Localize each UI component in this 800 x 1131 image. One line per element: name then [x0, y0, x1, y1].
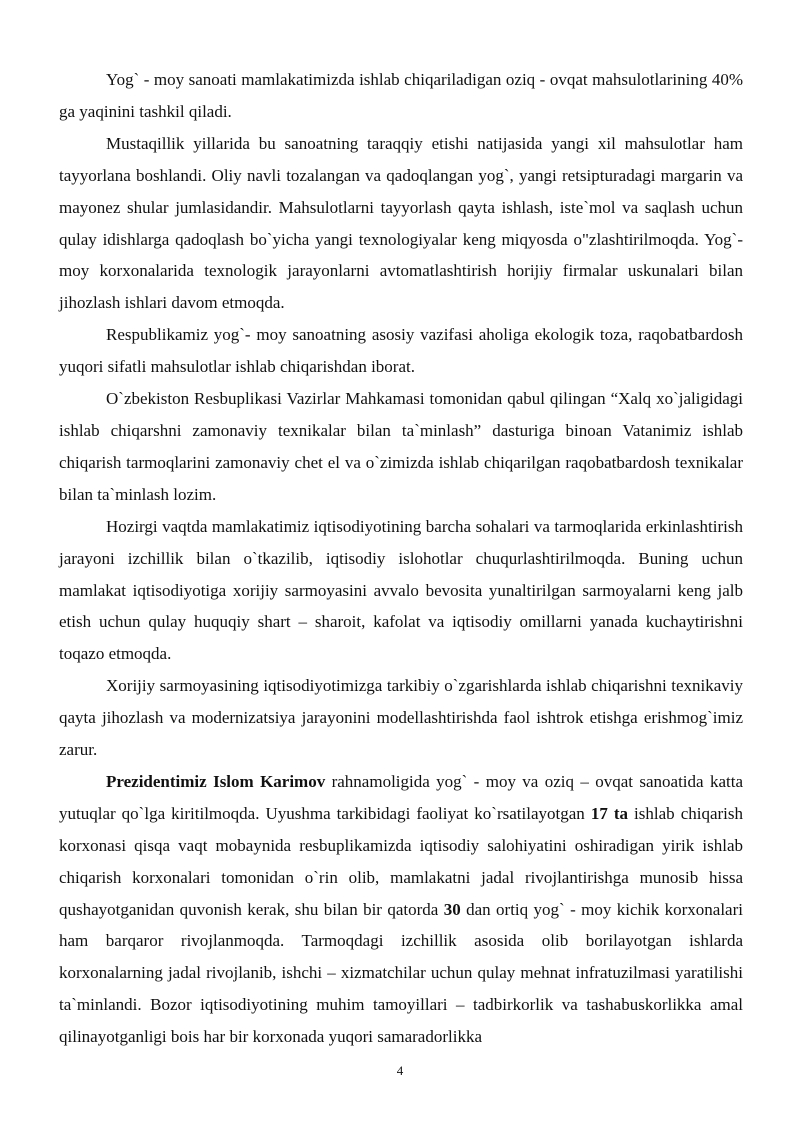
paragraph-3: Respublikamiz yog`- moy sanoatning asosiy vazifasi aholiga ekologik toza, raqobatbardosh yuqori sifatli mahsulotlar ishlab chiqarishdan iborat.: [59, 325, 743, 377]
body-text: [59, 64, 743, 1053]
bold-enterprise-count: 17 ta: [590, 803, 629, 823]
page-number: 4: [396, 1063, 404, 1078]
paragraph-1: Yog` - moy sanoati mamlakatimizda ishlab chiqariladigan oziq - ovqat mahsulotlarining 40% ga yaqinini tashkil qiladi.: [59, 70, 743, 121]
paragraph-4: O`zbekiston Resbuplikasi Vazirlar Mahkamasi tomonidan qabul qilingan “Xalq xo`jaligidagi ishlab chiqarshni zamonaviy texnikalar bilan ta`minlash” dasturiga binoan Vatanimiz ishlab chiqarish tarmoqlarini zamonaviy chet el va o`zimizda ishlab chiqarilgan raqobatbardosh texnikalar bilan ta`minlash lozim.: [59, 389, 743, 504]
bold-president-name: Prezidentimiz Islom Karimov: [106, 771, 326, 791]
paragraph-6: Xorijiy sarmoyasining iqtisodiyotimizga tarkibiy o`zgarishlarda ishlab chiqarishni texnikaviy qayta jihozlash va modernizatsiya jarayonini modellashtirishda faol ishtrok etishga erishmog`imiz zarur.: [59, 676, 743, 760]
paragraph-7: [59, 766, 743, 1053]
paragraph-2: Mustaqillik yillarida bu sanoatning taraqqiy etishi natijasida yangi xil mahsulotlar ham tayyorlana boshlandi. Oliy navli tozalangan va qadoqlangan yog`, yangi retsipturadagi margarin va mayonez shular jumlasidandir. Mahsulotlarni tayyorlash qayta ishlash, iste`mol va saqlash uchun qulay idishlarga qadoqlash bo`yicha yangi texnologiyalar keng miqyosda o"zlashtirilmoqda. Yog`- moy korxonalarida texnologik jarayonlarni avtomatlashtirish horijiy firmalar uskunalari bilan jihozlash ishlari davom etmoqda.: [59, 133, 743, 313]
paragraph-7-text-2: ishlab chiqarish korxonasi qisqa vaqt mobaynida resbuplikamizda iqtisodiy salohiyatini oshiradigan yirik ishlab chiqarish korxonalari tomonidan o`rin olib, mamlakatni jadal rivojlantirishga munosib hissa qushayotganidan quvonish kerak, shu bilan bir qatorda: [59, 803, 744, 919]
paragraph-7-text-1: rahnamoligida yog` - moy va oziq – ovqat sanoatida katta yutuqlar qo`lga kiritilmoqda. Uyushma tarkibidagi faoliyat ko`rsatilayotgan: [59, 771, 743, 823]
paragraph-5: Hozirgi vaqtda mamlakatimiz iqtisodiyotining barcha sohalari va tarmoqlarida erkinlashtirish jarayoni izchillik bilan o`tkazilib, iqtisodiy islohotlar chuqurlashtirilmoqda. Buning uchun mamlakat iqtisodiyotiga xorijiy sarmoyasini avvalo bevosita yunaltirilgan sarmoyalarni keng jalb etish uchun qulay huquqiy shart – sharoit, kafolat va iqtisodiy omillarni yanada kuchaytirishni toqazo etmoqda.: [59, 516, 743, 664]
paragraph-7-text-3: dan ortiq yog` - moy kichik korxonalari ham barqaror rivojlanmoqda. Tarmoqdagi izchillik asosida olib borilayotgan ishlarda korxonalarning jadal rivojlanib, ishchi – xizmatchilar uchun qulay mehnat infratuzilmasi yaratilishi ta`minlandi. Bozor iqtisodiyotining muhim tamoyillari – tadbirkorlik va tashabuskorlikka amal qilinayotganligi bois har bir korxonada yuqori samaradorlikka: [59, 899, 743, 1047]
bold-small-enterprise-count: 30: [443, 899, 461, 919]
